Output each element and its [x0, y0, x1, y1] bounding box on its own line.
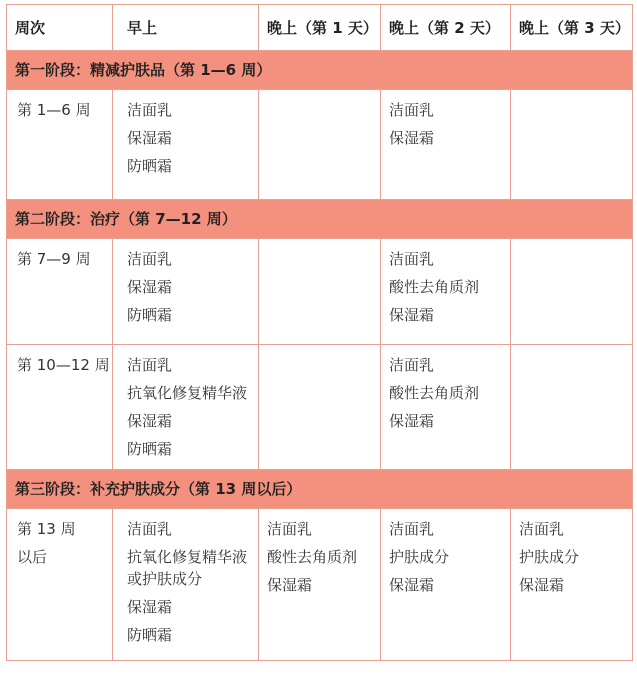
morning-cell — [113, 90, 259, 200]
list-item: 保湿霜 — [127, 129, 173, 147]
header-week: 周次 — [7, 5, 113, 51]
night1-cell — [259, 239, 381, 345]
list-item: 防晒霜 — [127, 157, 173, 175]
list-item: 洁面乳 — [267, 520, 313, 538]
list-item: 洁面乳 — [519, 520, 565, 538]
night3-cell — [511, 239, 633, 345]
list-item: 酸性去角质剂 — [389, 384, 480, 402]
night3-cell — [511, 345, 633, 470]
week-label: 第 13 周 — [17, 520, 76, 538]
header-night-day2: 晚上（第 2 天） — [381, 5, 511, 51]
phase-title: 第一阶段：精减护肤品（第 1—6 周） — [7, 51, 633, 90]
list-item: 抗氧化修复精华液或护肤成分 — [127, 548, 248, 588]
table-row — [7, 90, 633, 200]
list-item: 酸性去角质剂 — [389, 278, 480, 296]
night3-cell — [511, 90, 633, 200]
list-item: 保湿霜 — [127, 412, 173, 430]
header-night-day1: 晚上（第 1 天） — [259, 5, 381, 51]
header-morning: 早上 — [113, 5, 259, 51]
phase-row — [7, 470, 633, 509]
night3-cell — [511, 509, 633, 661]
list-item: 防晒霜 — [127, 306, 173, 324]
list-item: 洁面乳 — [389, 356, 435, 374]
week-label: 第 10—12 周 — [17, 356, 110, 374]
phase-row — [7, 200, 633, 239]
list-item: 洁面乳 — [389, 250, 435, 268]
week-cell — [7, 239, 113, 345]
header-night-day3: 晚上（第 3 天） — [511, 5, 633, 51]
table-row — [7, 239, 633, 345]
list-item: 抗氧化修复精华液 — [127, 384, 248, 402]
night1-cell — [259, 345, 381, 470]
week-label: 第 7—9 周 — [17, 250, 91, 268]
table-row — [7, 345, 633, 470]
list-item: 护肤成分 — [389, 548, 450, 566]
skincare-schedule-table — [6, 4, 633, 661]
list-item: 洁面乳 — [127, 520, 173, 538]
header-row — [7, 5, 633, 51]
list-item: 洁面乳 — [127, 356, 173, 374]
phase-title: 第二阶段：治疗（第 7—12 周） — [7, 200, 633, 239]
night2-cell — [381, 239, 511, 345]
week-label: 第 1—6 周 — [17, 101, 91, 119]
list-item: 洁面乳 — [127, 250, 173, 268]
morning-cell — [113, 239, 259, 345]
list-item: 保湿霜 — [389, 306, 435, 324]
week-label: 以后 — [17, 548, 48, 566]
phase-row — [7, 51, 633, 90]
list-item: 保湿霜 — [267, 576, 313, 594]
night2-cell — [381, 345, 511, 470]
list-item: 保湿霜 — [127, 598, 173, 616]
list-item: 防晒霜 — [127, 626, 173, 644]
list-item: 保湿霜 — [519, 576, 565, 594]
list-item: 保湿霜 — [389, 576, 435, 594]
morning-cell — [113, 509, 259, 661]
week-cell — [7, 509, 113, 661]
list-item: 洁面乳 — [389, 520, 435, 538]
week-cell — [7, 90, 113, 200]
phase-title: 第三阶段：补充护肤成分（第 13 周以后） — [7, 470, 633, 509]
night2-cell — [381, 509, 511, 661]
table-row — [7, 509, 633, 661]
list-item: 防晒霜 — [127, 440, 173, 458]
list-item: 护肤成分 — [519, 548, 580, 566]
list-item: 洁面乳 — [127, 101, 173, 119]
list-item: 酸性去角质剂 — [267, 548, 358, 566]
morning-cell — [113, 345, 259, 470]
night2-cell — [381, 90, 511, 200]
week-cell — [7, 345, 113, 470]
list-item: 保湿霜 — [127, 278, 173, 296]
list-item: 保湿霜 — [389, 412, 435, 430]
night1-cell — [259, 509, 381, 661]
night1-cell — [259, 90, 381, 200]
list-item: 保湿霜 — [389, 129, 435, 147]
list-item: 洁面乳 — [389, 101, 435, 119]
